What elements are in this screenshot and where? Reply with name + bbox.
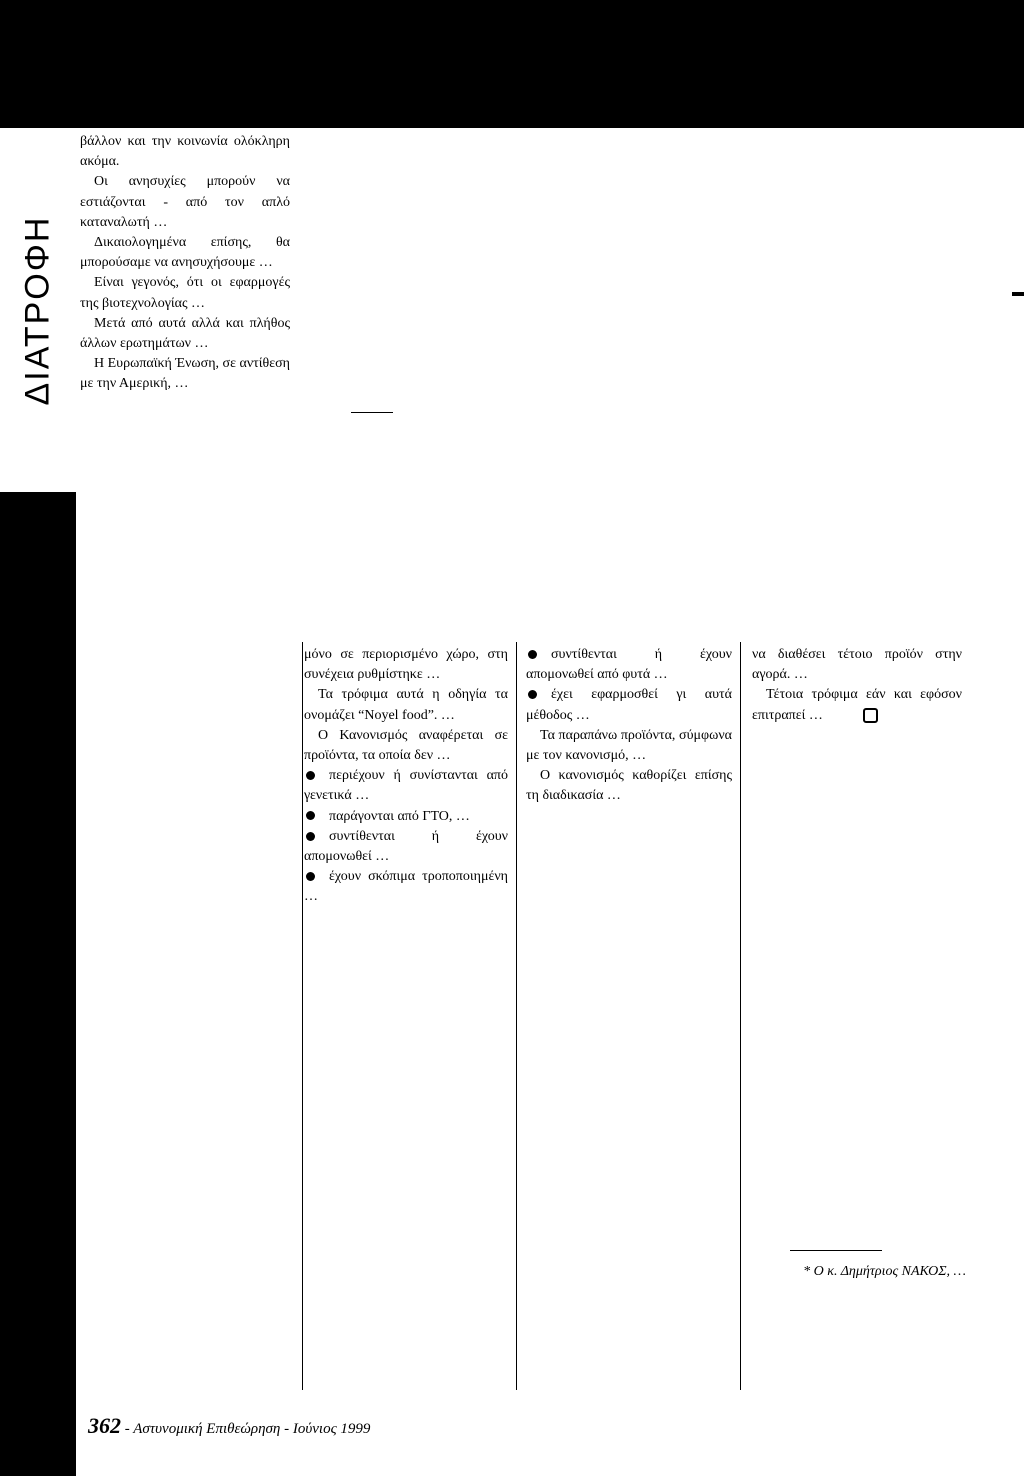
paragraph: Ο κανονισμός καθορίζει επίσης τη διαδικασία … bbox=[526, 768, 732, 804]
column-divider-3 bbox=[740, 642, 741, 1390]
page-footer bbox=[88, 1413, 370, 1439]
article-column-4 bbox=[752, 645, 962, 726]
author-note-divider bbox=[790, 1250, 882, 1251]
edge-mark bbox=[1012, 292, 1024, 296]
bullet-icon bbox=[306, 771, 315, 780]
paragraph: Ο Κανονισμός αναφέρεται σε προϊόντα, τα οποία δεν … bbox=[304, 727, 508, 764]
bullet-icon bbox=[306, 811, 315, 820]
bullet-icon bbox=[528, 650, 537, 659]
article-column-1 bbox=[80, 132, 290, 395]
bullet-icon bbox=[306, 832, 315, 841]
header-dash bbox=[351, 412, 393, 413]
paragraph: να διαθέσει τέτοιο προϊόν στην αγορά. … bbox=[752, 647, 962, 683]
paragraph: Η Ευρωπαϊκή Ένωση, σε αντίθεση με την Αμερική, … bbox=[80, 356, 290, 392]
bullet-text: έχει εφαρμοσθεί γι αυτά μέθοδος … bbox=[526, 687, 732, 723]
bullet-item bbox=[304, 766, 508, 806]
footer-separator: - bbox=[121, 1421, 134, 1437]
paragraph: Μετά από αυτά αλλά και πλήθος άλλων ερωτημάτων … bbox=[80, 315, 290, 352]
bullet-icon bbox=[528, 690, 537, 699]
column-divider-1 bbox=[302, 642, 303, 1390]
paragraph-text: Τέτοια τρόφιμα εάν και εφόσον επιτραπεί … bbox=[752, 687, 962, 723]
bullet-text: παράγονται από ΓΤΟ, … bbox=[329, 808, 470, 824]
author-note: * Ο κ. Δημήτριος ΝΑΚΟΣ, … bbox=[803, 1264, 966, 1279]
article-column-3 bbox=[526, 645, 732, 807]
bullet-text: συντίθενται ή έχουν απομονωθεί από φυτά … bbox=[526, 647, 732, 683]
bullet-item bbox=[304, 807, 508, 827]
paragraph: Τα παραπάνω προϊόντα, σύμφωνα με τον κανονισμό, … bbox=[526, 727, 732, 764]
paragraph: Δικαιολογημένα επίσης, θα μπορούσαμε να ανησυχήσουμε … bbox=[80, 235, 290, 271]
paragraph: Οι ανησυχίες μπορούν να εστιάζονται - από τον απλό καταναλωτή … bbox=[80, 174, 290, 230]
end-of-article-icon bbox=[863, 708, 878, 723]
paragraph: μόνο σε περιορισμένο χώρο, στη συνέχεια ρυθμίστηκε … bbox=[304, 647, 508, 683]
column-divider-2 bbox=[516, 642, 517, 1390]
section-tab-label: ΔΙΑΤΡΟΦΗ bbox=[18, 215, 57, 405]
paragraph: Είναι γεγονός, ότι οι εφαρμογές της βιοτεχνολογίας … bbox=[80, 275, 290, 311]
paragraph: βάλλον και την κοινωνία ολόκληρη ακόμα. bbox=[80, 134, 290, 170]
bullet-text: περιέχουν ή συνίστανται από γενετικά … bbox=[304, 768, 508, 804]
page-number: 362 bbox=[88, 1413, 121, 1438]
paragraph bbox=[752, 685, 962, 725]
bullet-item bbox=[304, 827, 508, 867]
bullet-text: έχουν σκόπιμα τροποποιημένη … bbox=[304, 869, 508, 905]
bullet-item bbox=[526, 685, 732, 725]
article-column-2 bbox=[304, 645, 508, 908]
bullet-icon bbox=[306, 872, 315, 881]
publication-name: Αστυνομική Επιθεώρηση - Ιούνιος 1999 bbox=[133, 1421, 371, 1437]
bullet-item bbox=[526, 645, 732, 685]
section-tab bbox=[0, 128, 76, 492]
bullet-item bbox=[304, 867, 508, 907]
paragraph: Τα τρόφιμα αυτά η οδηγία τα ονομάζει “Noyel food”. … bbox=[304, 687, 508, 723]
bullet-text: συντίθενται ή έχουν απομονωθεί … bbox=[304, 828, 508, 865]
